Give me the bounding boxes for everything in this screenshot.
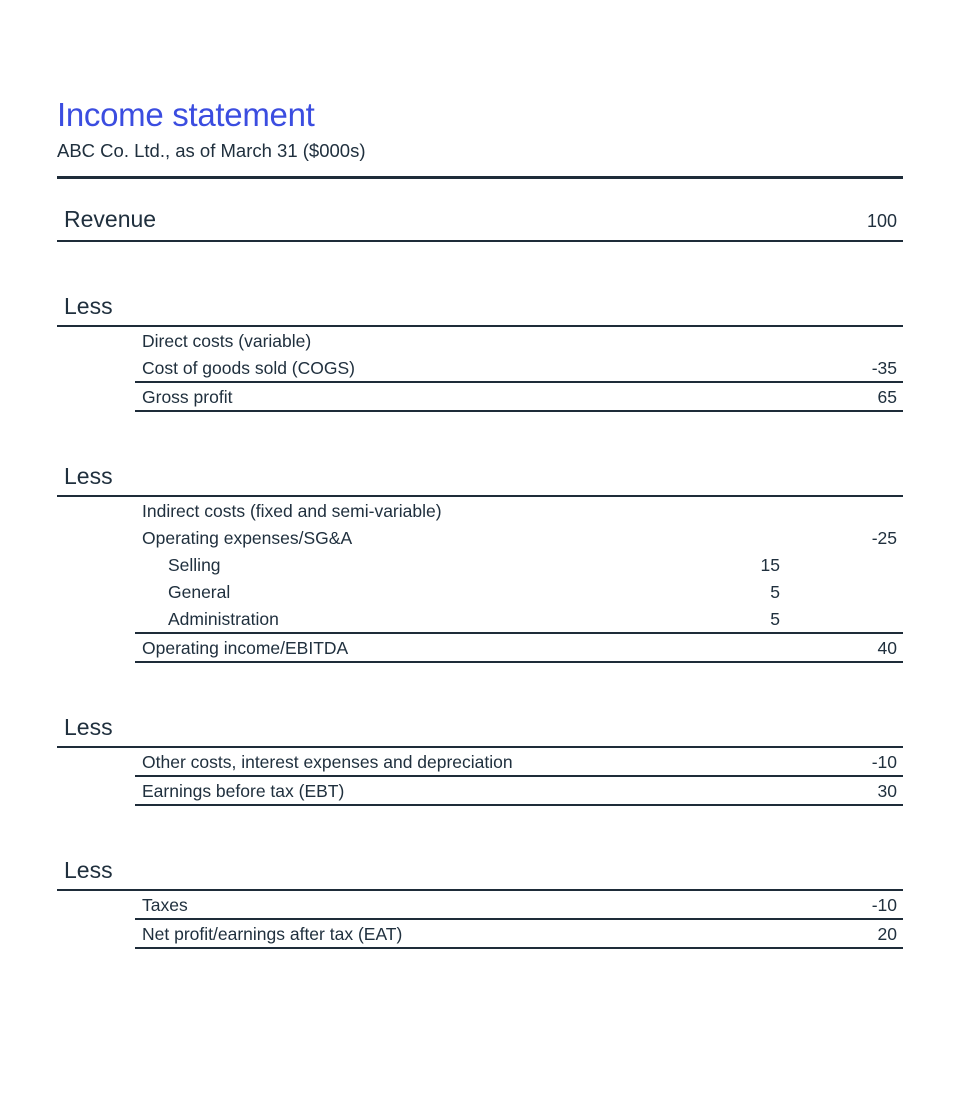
row-label: Net profit/earnings after tax (EAT) bbox=[142, 923, 403, 944]
row-label: General bbox=[168, 581, 231, 602]
row-value: 40 bbox=[877, 637, 897, 658]
section-rows bbox=[135, 748, 903, 806]
row-label: Earnings before tax (EBT) bbox=[142, 780, 345, 801]
row-label: Direct costs (variable) bbox=[142, 330, 312, 351]
statement-section bbox=[57, 857, 903, 949]
statement-row bbox=[135, 634, 903, 663]
row-value: -10 bbox=[871, 894, 897, 915]
income-statement-document bbox=[57, 96, 903, 949]
revenue-label: Revenue bbox=[64, 206, 157, 232]
statement-sections bbox=[57, 293, 903, 949]
statement-row bbox=[135, 777, 903, 806]
row-value: 65 bbox=[877, 386, 897, 407]
statement-row bbox=[135, 920, 903, 949]
row-mid-value: 5 bbox=[770, 608, 780, 629]
row-value: -35 bbox=[871, 357, 897, 378]
row-value: -25 bbox=[871, 527, 897, 548]
statement-row bbox=[135, 497, 903, 524]
statement-row bbox=[135, 327, 903, 354]
section-rows bbox=[135, 497, 903, 663]
row-label: Administration bbox=[168, 608, 279, 629]
statement-row bbox=[135, 551, 903, 578]
row-value: 20 bbox=[877, 923, 897, 944]
row-value: 30 bbox=[877, 780, 897, 801]
row-mid-value: 15 bbox=[760, 554, 780, 575]
page-subtitle: ABC Co. Ltd., as of March 31 ($000s) bbox=[57, 140, 366, 161]
statement-row bbox=[135, 354, 903, 383]
section-heading: Less bbox=[57, 293, 903, 327]
statement-section bbox=[57, 714, 903, 806]
section-rows bbox=[135, 327, 903, 412]
row-label: Indirect costs (fixed and semi-variable) bbox=[142, 500, 442, 521]
statement-row bbox=[135, 383, 903, 412]
row-label: Other costs, interest expenses and depreciation bbox=[142, 751, 513, 772]
section-rows bbox=[135, 891, 903, 949]
statement-row bbox=[135, 605, 903, 634]
statement-row bbox=[135, 524, 903, 551]
row-value: -10 bbox=[871, 751, 897, 772]
row-label: Taxes bbox=[142, 894, 188, 915]
row-label: Operating expenses/SG&A bbox=[142, 527, 353, 548]
section-heading: Less bbox=[57, 714, 903, 748]
statement-row bbox=[135, 891, 903, 920]
section-heading: Less bbox=[57, 463, 903, 497]
row-label: Gross profit bbox=[142, 386, 233, 407]
page-title: Income statement bbox=[57, 96, 315, 133]
statement-row bbox=[135, 748, 903, 777]
revenue-row bbox=[57, 179, 903, 242]
revenue-value: 100 bbox=[866, 211, 897, 231]
row-label: Operating income/EBITDA bbox=[142, 637, 349, 658]
section-heading: Less bbox=[57, 857, 903, 891]
statement-row bbox=[135, 578, 903, 605]
statement-section bbox=[57, 463, 903, 663]
row-label: Cost of goods sold (COGS) bbox=[142, 357, 355, 378]
statement-section bbox=[57, 293, 903, 412]
row-label: Selling bbox=[168, 554, 221, 575]
row-mid-value: 5 bbox=[770, 581, 780, 602]
